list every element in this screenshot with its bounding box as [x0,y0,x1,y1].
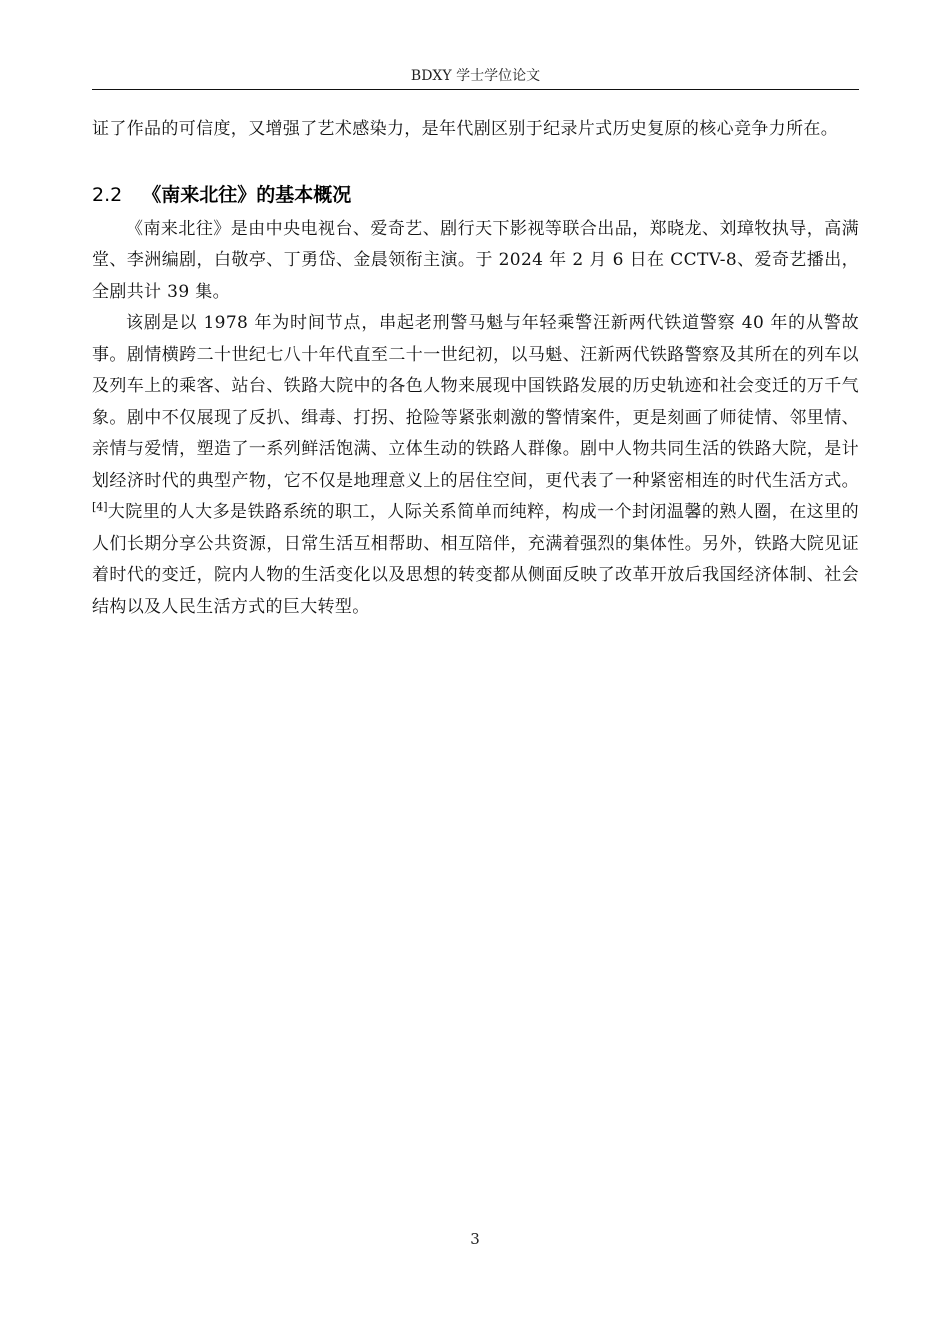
paragraph-overview: 《南来北往》是由中央电视台、爱奇艺、剧行天下影视等联合出品，郑晓龙、刘璋牧执导，高满堂、李洲编剧，白敬亭、丁勇岱、金晨领衔主演。于 2024 年 2 月 6 日在 CCTV-8、爱奇艺播出，全剧共计 39 集。 [92,218,859,302]
page-number: 3 [470,1230,480,1248]
citation-marker: [4] [92,500,108,514]
body-content [92,114,859,623]
paragraph-story-part-2: 大院里的人大多是铁路系统的职工，人际关系简单而纯粹，构成一个封闭温馨的熟人圈，在这里的人们长期分享公共资源，日常生活互相帮助、相互陪伴，充满着强烈的集体性。另外，铁路大院见证着时代的变迁，院内人物的生活变化以及思想的转变都从侧面反映了改革开放后我国经济体制、社会结构以及人民生活方式的巨大转型。 [92,502,859,617]
running-header: BDXY 学士学位论文 [410,68,541,84]
continuation-paragraph: 证了作品的可信度，又增强了艺术感染力，是年代剧区别于纪录片式历史复原的核心竞争力所在。 [92,119,839,139]
paragraph-story [92,308,859,623]
paragraph-story-part-1: 该剧是以 1978 年为时间节点，串起老刑警马魁与年轻乘警汪新两代铁道警察 40 年的从警故事。剧情横跨二十世纪七八十年代直至二十一世纪初，以马魁、汪新两代铁路警察及其所在的列车以及列车上的乘客、站台、铁路大院中的各色人物来展现中国铁路发展的历史轨迹和社会变迁的万千气象。剧中不仅展现了反扒、缉毒、打拐、抢险等紧张刺激的警情案件，更是刻画了师徒情、邻里情、亲情与爱情，塑造了一系列鲜活饱满、立体生动的铁路人群像。剧中人物共同生活的铁路大院，是计划经济时代的典型产物，它不仅是地理意义上的居住空间，更代表了一种紧密相连的时代生活方式。 [92,313,859,491]
section-title: 《南来北往》的基本概况 [142,183,352,206]
section-number: 2.2 [92,183,123,206]
section-heading [92,178,859,212]
header-rule [92,89,859,90]
